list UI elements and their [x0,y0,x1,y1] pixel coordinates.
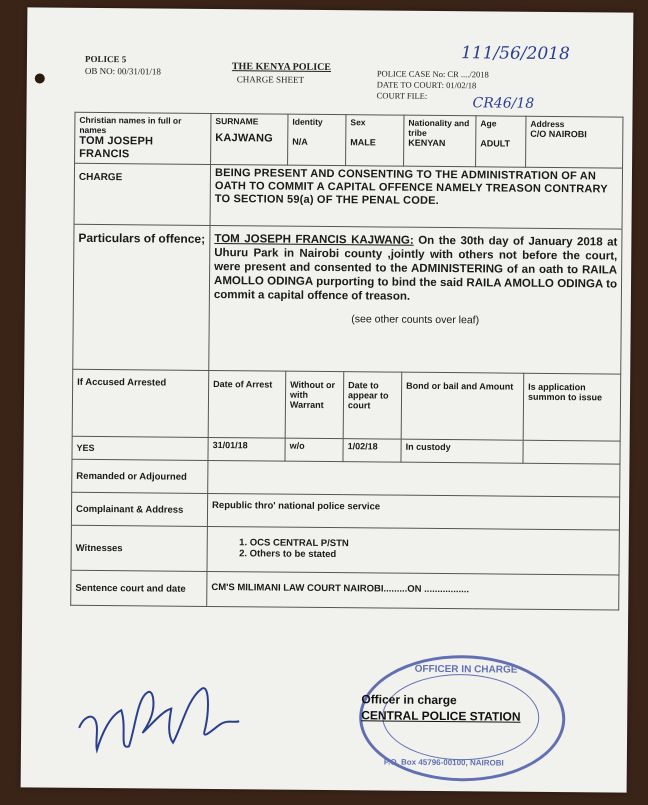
stamp-bottom-text: P.O. Box 45796-00100, NAIROBI [383,757,504,768]
handwritten-court-file: CR46/18 [472,95,535,112]
charge-row [74,163,623,229]
names-label: Christian names in full or names [79,114,182,136]
sentence-value: CM'S MILIMANI LAW COURT NAIROBI.........ON ................. [211,581,470,596]
identity-label: Identity [292,116,323,127]
address: C/O NAIROBI [530,128,587,140]
identity: N/A [292,136,308,147]
date-to-appear-label: Date to appear to court [347,380,389,411]
arrest-date: 31/01/18 [208,437,285,461]
charge-sheet-table [70,112,623,611]
station-name: CENTRAL POLICE STATION [361,708,521,724]
arrest-header-row [72,369,621,441]
charge-sheet-paper [21,7,634,792]
accused-name-underlined: TOM JOSEPH FRANCIS KAJWANG: [214,233,414,247]
document-title: CHARGE SHEET [236,74,305,85]
ob-number: OB NO: 00/31/01/18 [84,65,161,77]
summon-label: Is application summon to issue [527,381,603,403]
stamp-top-text: OFFICER IN CHARGE [414,663,518,676]
complainant-row [71,492,619,530]
sentence-row [71,570,619,610]
witnesses-row [71,525,619,575]
witness-item: 1. OCS CENTRAL P/STN [250,537,615,551]
handwritten-case-number: 111/56/2018 [460,43,570,65]
organization-title: THE KENYA POLICE [231,61,332,74]
address-label: Address [530,118,565,130]
particulars-label: Particulars of offence; [78,230,206,246]
witnesses-label: Witnesses [71,525,207,571]
surname-label: SURNAME [215,116,259,127]
christian-names: TOM JOSEPH FRANCIS [79,134,154,161]
arrested-value: YES [72,436,208,460]
other-counts-note: (see other counts over leaf) [351,313,480,327]
form-number: POLICE 5 [84,53,127,65]
nationality: KENYAN [408,137,446,149]
remanded-row [72,459,620,497]
court-file-label: COURT FILE: [376,90,428,101]
age: ADULT [480,138,511,149]
punch-hole [35,73,45,83]
charge-text: BEING PRESENT AND CONSENTING TO THE ADMINISTRATION OF AN OATH TO COMMIT A CAPITAL OFFENCE NAMELY TREASON CONTRARY TO SECTION 59(a) OF THE PENAL CODE. [214,167,608,207]
particulars-text: On the 30th day of January 2018 at Uhuru Park in Nairobi county ,jointly with others not before the court, were present and consented to the ADMINISTERING of an oath to RAILA AMOLLO ODINGA purporting to bind the said RAILA AMOLLO ODINGA to commit a capital offence of treason. [213,234,618,303]
appear-date: 1/02/18 [343,439,401,463]
surname: KAJWANG [215,132,273,145]
sex-label: Sex [350,117,366,128]
sentence-label: Sentence court and date [71,570,207,606]
bond-value: In custody [401,439,523,463]
sex: MALE [350,137,376,148]
date-of-arrest-label: Date of Arrest [213,379,273,390]
complainant-label: Complainant & Address [71,492,207,526]
witness-list [212,537,615,563]
police-case-number: POLICE CASE No: CR ..../2018 [376,68,489,80]
witness-item: 2. Others to be stated [250,548,615,562]
charge-label: CHARGE [78,171,123,184]
warrant-value: w/o [285,438,343,462]
accused-details-row [75,112,623,168]
warrant-label: Without or with Warrant [289,379,336,410]
bond-label: Bond or bail and Amount [406,380,514,392]
if-accused-arrested-label: If Accused Arrested [77,376,167,389]
remanded-label: Remanded or Adjourned [72,459,208,493]
complainant-value: Republic thro' national police service [212,500,381,513]
particulars-row [73,224,622,374]
age-label: Age [480,118,497,129]
date-to-court: DATE TO COURT: 01/02/18 [376,79,477,91]
nationality-label: Nationality and tribe [408,117,470,138]
handwritten-signature [61,658,252,770]
officer-in-charge-title: Officer in charge [361,692,457,708]
